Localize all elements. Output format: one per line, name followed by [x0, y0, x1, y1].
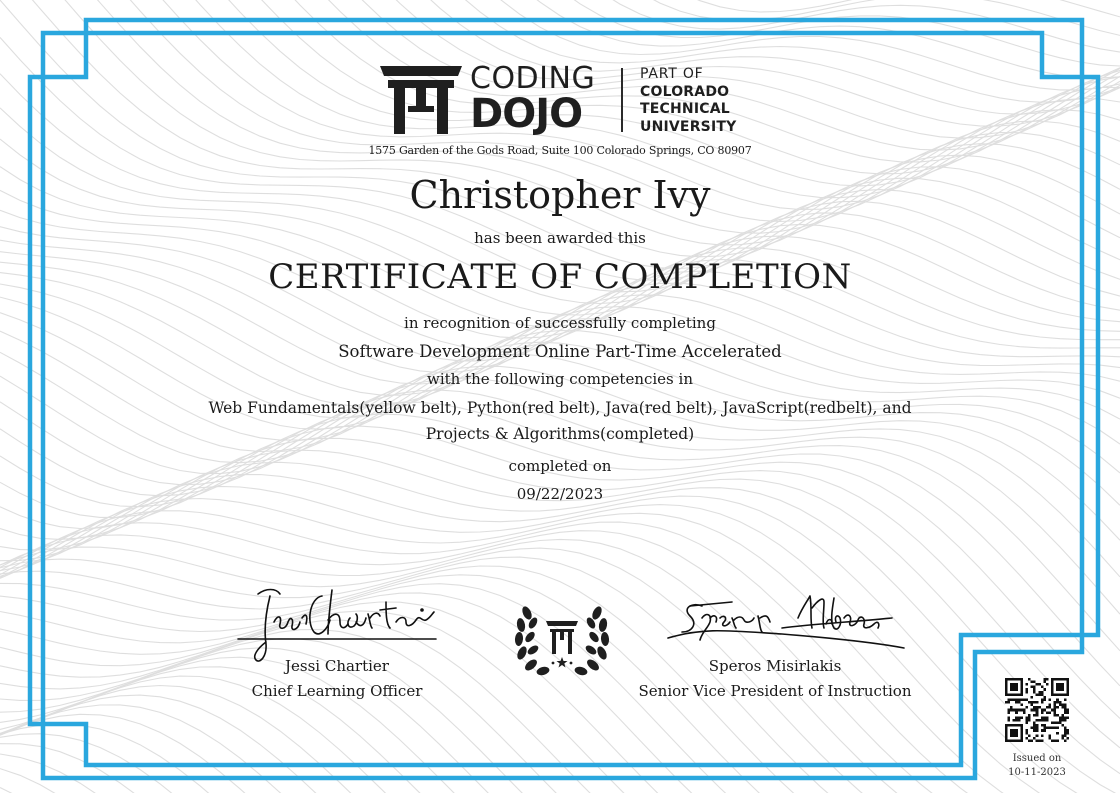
affiliation-text: [640, 66, 736, 136]
affiliation-technical: TECHNICAL: [640, 101, 730, 117]
certificate-title: CERTIFICATE OF COMPLETION: [268, 257, 852, 297]
signatory-left-title: Chief Learning Officer: [251, 682, 423, 700]
signatory-right-name: Speros Misirlakis: [708, 657, 842, 675]
completion-date: 09/22/2023: [516, 485, 604, 503]
signature-jessi-chartier: [236, 582, 441, 668]
qr-code-icon[interactable]: [1005, 678, 1069, 742]
logo-word-dojo: DOJO: [470, 91, 583, 137]
awarded-text: has been awarded this: [474, 229, 646, 247]
program-name: Software Development Online Part-Time Accelerated: [338, 342, 782, 361]
recognition-text: in recognition of successfully completing: [404, 314, 716, 332]
signature-speros-misirlakis: [662, 588, 908, 660]
address: 1575 Garden of the Gods Road, Suite 100 Colorado Springs, CO 80907: [368, 144, 752, 157]
affiliation-colorado: COLORADO: [640, 83, 730, 100]
competencies-line-1: Web Fundamentals(yellow belt), Python(red belt), Java(red belt), JavaScript(redbelt), and: [208, 399, 912, 417]
issued-label: Issued on: [1012, 753, 1062, 764]
issued-date: 10-11-2023: [1008, 767, 1066, 778]
affiliation-university: UNIVERSITY: [640, 118, 737, 135]
issued-info: [998, 752, 1076, 780]
signatory-left-name: Jessi Chartier: [285, 657, 389, 675]
laurel-torii-emblem-icon: [513, 603, 611, 677]
signatory-right-title: Senior Vice President of Instruction: [638, 682, 912, 700]
logo-divider: [621, 68, 623, 132]
completed-label: completed on: [508, 457, 612, 475]
competencies-intro: with the following competencies in: [426, 370, 693, 388]
logo-word-coding: CODING: [470, 61, 596, 96]
recipient-name: Christopher Ivy: [409, 173, 711, 217]
affiliation-part-of: PART OF: [640, 66, 704, 82]
torii-gate-icon: [380, 66, 462, 134]
competencies-line-2: Projects & Algorithms(completed): [425, 425, 695, 443]
